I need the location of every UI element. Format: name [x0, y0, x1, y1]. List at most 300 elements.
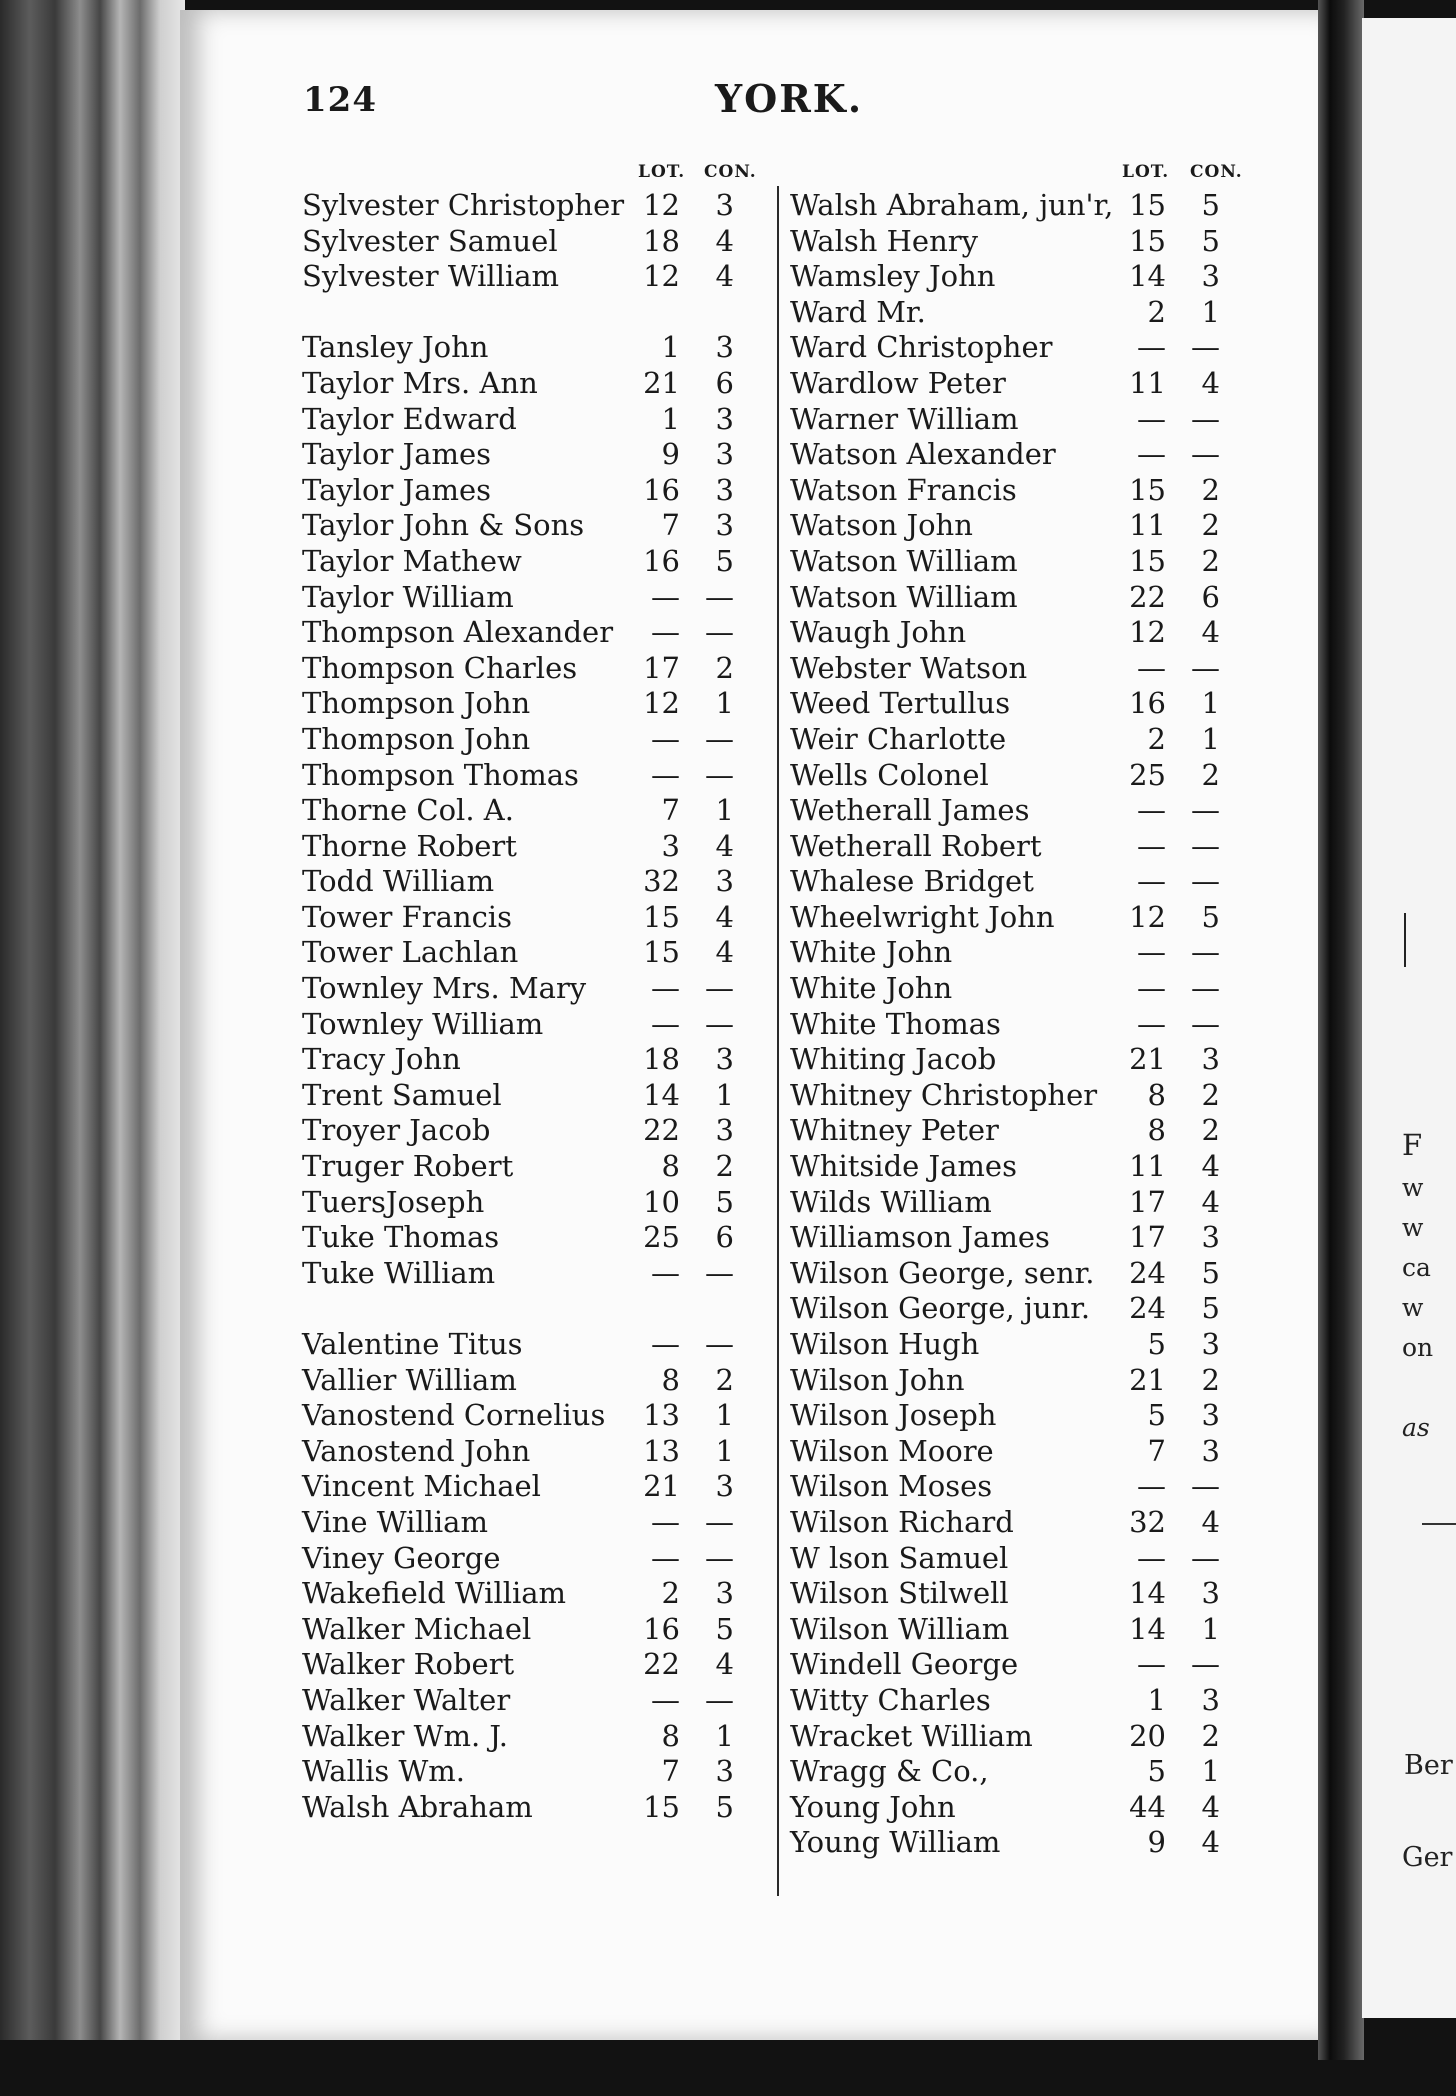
entry-name: Ward Christopher: [790, 330, 1053, 365]
lot-number: 15: [643, 935, 680, 970]
lot-number: 9: [1147, 1825, 1166, 1860]
entry-name: Viney George: [302, 1540, 501, 1575]
entry-name: Tower Lachlan: [302, 935, 519, 970]
entry-name: Sylvester William: [302, 259, 560, 294]
concession-number: 5: [1201, 188, 1220, 222]
concession-number: 4: [1201, 1504, 1220, 1539]
lot-number: —: [1137, 401, 1166, 436]
facing-page-fragment: Ger: [1402, 1842, 1453, 1873]
directory-entry: [788, 758, 1268, 794]
directory-entry: [300, 1790, 770, 1826]
entry-name: Watson Francis: [790, 472, 1017, 507]
concession-number: 3: [715, 188, 734, 222]
concession-number: 3: [1201, 1042, 1220, 1077]
lot-number: 9: [661, 437, 680, 472]
directory-entry: [788, 580, 1268, 616]
entry-name: Wragg & Co.,: [790, 1754, 989, 1789]
lot-number: —: [1137, 1540, 1166, 1575]
lot-number: 16: [643, 543, 680, 578]
concession-number: 6: [1201, 579, 1220, 614]
directory-entry: [300, 473, 770, 509]
entry-name: Thompson John: [302, 721, 531, 756]
entry-name: Walker Walter: [302, 1682, 511, 1717]
concession-number: —: [1191, 864, 1220, 899]
concession-number: —: [1191, 1647, 1220, 1682]
concession-number: 3: [715, 864, 734, 899]
concession-number: —: [705, 1682, 734, 1717]
directory-entry: [300, 1220, 770, 1256]
concession-number: 3: [1201, 1327, 1220, 1361]
lot-header: LOT.: [1122, 162, 1170, 182]
directory-entry: [300, 686, 770, 722]
concession-number: 3: [1201, 1433, 1220, 1468]
lot-number: 11: [1129, 508, 1166, 543]
lot-number: 12: [643, 686, 680, 721]
lot-number: 22: [643, 1647, 680, 1682]
directory-entry: [300, 1113, 770, 1149]
entry-name: Taylor William: [302, 579, 514, 614]
concession-number: 2: [1201, 757, 1220, 792]
directory-entry: [300, 1576, 770, 1612]
directory-entry: [788, 1256, 1268, 1292]
lot-number: 32: [1129, 1504, 1166, 1539]
directory-entry: [788, 1469, 1268, 1505]
entry-name: Tuke William: [302, 1255, 496, 1290]
entry-name: Wardlow Peter: [790, 365, 1006, 400]
entry-name: Wilson John: [790, 1362, 965, 1397]
concession-number: 3: [1201, 1682, 1220, 1717]
directory-entry: [788, 1363, 1268, 1399]
entry-name: Waugh John: [790, 615, 967, 650]
concession-number: 5: [715, 1789, 734, 1824]
concession-number: 3: [715, 437, 734, 472]
lot-number: —: [651, 1327, 680, 1361]
entry-name: Thompson John: [302, 686, 531, 721]
concession-number: 1: [715, 1398, 734, 1433]
lot-number: 7: [661, 793, 680, 828]
lot-number: 7: [1147, 1433, 1166, 1468]
entry-name: Wracket William: [790, 1718, 1033, 1753]
lot-number: 24: [1129, 1255, 1166, 1290]
entry-name: Tuke Thomas: [302, 1220, 500, 1255]
directory-entry: [300, 508, 770, 544]
directory-entry: [300, 1505, 770, 1541]
concession-number: 2: [1201, 472, 1220, 507]
concession-number: 1: [1201, 1611, 1220, 1646]
lot-number: 21: [1129, 1362, 1166, 1397]
concession-number: —: [705, 1006, 734, 1041]
entry-name: Walker Robert: [302, 1647, 515, 1682]
directory-entry: [788, 1790, 1268, 1826]
lot-number: 8: [661, 1718, 680, 1753]
column-header: [300, 160, 770, 188]
concession-number: —: [1191, 650, 1220, 685]
directory-entry: [300, 1754, 770, 1790]
concession-number: 3: [715, 1576, 734, 1611]
lot-number: —: [1137, 1469, 1166, 1504]
directory-entry: [300, 1398, 770, 1434]
concession-number: 1: [1201, 721, 1220, 756]
directory-entry: [300, 1647, 770, 1683]
directory-entry: [788, 1541, 1268, 1577]
lot-number: 11: [1129, 365, 1166, 400]
directory-entry: [788, 722, 1268, 758]
directory-entry: [300, 615, 770, 651]
entry-name: Valentine Titus: [302, 1327, 523, 1361]
entry-name: Weir Charlotte: [790, 721, 1007, 756]
directory-entry: [300, 224, 770, 260]
directory-entry: [788, 1505, 1268, 1541]
lot-number: —: [651, 579, 680, 614]
concession-number: 5: [1201, 223, 1220, 258]
directory-entry: [788, 935, 1268, 971]
entry-name: White John: [790, 935, 953, 970]
directory-entry: [788, 402, 1268, 438]
directory-entry: [788, 473, 1268, 509]
column-divider: [777, 186, 779, 1896]
concession-number: —: [705, 1504, 734, 1539]
directory-entry: [300, 1078, 770, 1114]
concession-number: —: [1191, 330, 1220, 365]
concession-number: 4: [1201, 1184, 1220, 1219]
entry-name: Watson William: [790, 579, 1018, 614]
page-number: 124: [303, 80, 377, 120]
lot-number: 21: [643, 1469, 680, 1504]
lot-number: 12: [643, 188, 680, 222]
lot-number: —: [1137, 828, 1166, 863]
facing-page-fragment: Ber: [1404, 1750, 1453, 1781]
directory-entry: [788, 971, 1268, 1007]
lot-number: 12: [1129, 615, 1166, 650]
concession-number: —: [705, 1255, 734, 1290]
lot-number: 10: [643, 1184, 680, 1219]
lot-number: 1: [661, 401, 680, 436]
directory-entry: [788, 1042, 1268, 1078]
concession-number: 5: [715, 543, 734, 578]
lot-number: 8: [661, 1362, 680, 1397]
lot-number: 2: [1147, 721, 1166, 756]
directory-entry: [788, 1754, 1268, 1790]
entry-name: Taylor Mrs. Ann: [302, 365, 538, 400]
entry-name: Todd William: [302, 864, 495, 899]
lot-number: 8: [661, 1149, 680, 1184]
concession-number: —: [1191, 1540, 1220, 1575]
directory-entry: [788, 1220, 1268, 1256]
directory-entry: [788, 864, 1268, 900]
lot-number: 18: [643, 1042, 680, 1077]
entry-name: Thompson Charles: [302, 650, 578, 685]
directory-entry: [300, 1469, 770, 1505]
concession-number: 1: [1201, 294, 1220, 329]
entry-name: Vallier William: [302, 1362, 517, 1397]
lot-number: 7: [661, 1754, 680, 1789]
entry-name: Taylor John & Sons: [302, 508, 585, 543]
con-header: CON.: [704, 162, 757, 182]
concession-number: —: [705, 757, 734, 792]
entry-name: Walsh Abraham: [302, 1789, 533, 1824]
entry-name: Wilson Stilwell: [790, 1576, 1009, 1611]
directory-entry: [300, 793, 770, 829]
directory-entry: [300, 651, 770, 687]
lot-number: 12: [1129, 899, 1166, 934]
lot-number: 1: [1147, 1682, 1166, 1717]
concession-number: 1: [1201, 1754, 1220, 1789]
entry-name: Taylor James: [302, 472, 492, 507]
entry-name: Trent Samuel: [302, 1077, 502, 1112]
facing-page-fragment: on: [1402, 1333, 1434, 1362]
lot-number: 17: [1129, 1220, 1166, 1255]
concession-number: 3: [1201, 1220, 1220, 1255]
entry-name: White John: [790, 971, 953, 1006]
directory-entry: [788, 330, 1268, 366]
concession-number: —: [705, 721, 734, 756]
directory-entry: [300, 1363, 770, 1399]
entry-name: Wilson Joseph: [790, 1398, 997, 1433]
concession-number: —: [1191, 793, 1220, 828]
lot-number: 15: [1129, 543, 1166, 578]
directory-entry: [300, 580, 770, 616]
entry-name: Vine William: [302, 1504, 488, 1539]
concession-number: 2: [1201, 1077, 1220, 1112]
directory-entry: [300, 330, 770, 366]
column-header: [788, 160, 1268, 188]
directory-entry: [300, 402, 770, 438]
directory-entry: [788, 259, 1268, 295]
concession-number: 3: [715, 401, 734, 436]
entry-name: Townley Mrs. Mary: [302, 971, 587, 1006]
concession-number: 1: [715, 1077, 734, 1112]
directory-entry: [300, 829, 770, 865]
lot-number: 25: [643, 1220, 680, 1255]
entry-name: Taylor Edward: [302, 401, 517, 436]
concession-number: 2: [715, 1149, 734, 1184]
lot-number: 21: [1129, 1042, 1166, 1077]
directory-entry: [300, 437, 770, 473]
page-gutter: [1318, 0, 1364, 2060]
directory-entry: [788, 188, 1268, 224]
lot-number: 13: [643, 1433, 680, 1468]
concession-number: —: [1191, 935, 1220, 970]
concession-number: —: [1191, 828, 1220, 863]
directory-entry: [300, 366, 770, 402]
entry-name: Taylor Mathew: [302, 543, 522, 578]
lot-number: 17: [1129, 1184, 1166, 1219]
facing-page-fragment: w: [1402, 1213, 1424, 1242]
directory-entry: [300, 1434, 770, 1470]
entry-name: Sylvester Samuel: [302, 223, 558, 258]
concession-number: 2: [1201, 1113, 1220, 1148]
entry-name: Wetherall Robert: [790, 828, 1042, 863]
lot-number: 11: [1129, 1149, 1166, 1184]
lot-number: 18: [643, 223, 680, 258]
lot-number: 14: [1129, 259, 1166, 294]
concession-number: 2: [1201, 508, 1220, 543]
concession-number: 5: [715, 1184, 734, 1219]
concession-number: 1: [715, 686, 734, 721]
entry-name: Wilson Hugh: [790, 1327, 980, 1361]
directory-entry: [788, 829, 1268, 865]
concession-number: 3: [715, 1113, 734, 1148]
directory-entry: [788, 793, 1268, 829]
concession-number: 4: [715, 223, 734, 258]
directory-entry: [788, 1825, 1268, 1861]
directory-entry: [788, 1576, 1268, 1612]
facing-page-fragment: ca: [1402, 1253, 1431, 1282]
directory-entry: [300, 758, 770, 794]
lot-number: 2: [1147, 294, 1166, 329]
concession-number: —: [1191, 401, 1220, 436]
concession-number: 1: [715, 793, 734, 828]
entry-name: Wells Colonel: [790, 757, 989, 792]
lot-number: 16: [1129, 686, 1166, 721]
lot-number: 5: [1147, 1754, 1166, 1789]
directory-entry: [788, 900, 1268, 936]
entry-name: Wilson George, junr.: [790, 1291, 1091, 1326]
section-gap: [300, 295, 770, 331]
lot-number: —: [651, 721, 680, 756]
entry-name: Walker Michael: [302, 1611, 532, 1646]
entry-name: Wetherall James: [790, 793, 1030, 828]
entry-name: Thompson Alexander: [302, 615, 614, 650]
concession-number: —: [705, 615, 734, 650]
entry-name: Wakefield William: [302, 1576, 567, 1611]
concession-number: 4: [715, 899, 734, 934]
entry-name: Whitney Peter: [790, 1113, 999, 1148]
page-header: [303, 76, 864, 130]
directory-entry: [788, 615, 1268, 651]
directory-entry: [300, 188, 770, 224]
entry-name: Walsh Abraham, jun'r,: [790, 188, 1114, 222]
entry-name: Thorne Col. A.: [302, 793, 514, 828]
directory-entry: [300, 1541, 770, 1577]
lot-number: 17: [643, 650, 680, 685]
entry-name: Whalese Bridget: [790, 864, 1034, 899]
entry-name: Walker Wm. J.: [302, 1718, 509, 1753]
lot-number: 14: [1129, 1611, 1166, 1646]
directory-entry: [788, 651, 1268, 687]
lot-header: LOT.: [638, 162, 686, 182]
directory-entry: [300, 1007, 770, 1043]
concession-number: 3: [1201, 1576, 1220, 1611]
concession-number: 5: [1201, 899, 1220, 934]
entry-name: Sylvester Christopher: [302, 188, 625, 222]
concession-number: 3: [715, 472, 734, 507]
entry-name: Wheelwright John: [790, 899, 1055, 934]
lot-number: —: [1137, 793, 1166, 828]
directory-entry: [300, 1256, 770, 1292]
entry-name: Wallis Wm.: [302, 1754, 466, 1789]
concession-number: 3: [715, 1042, 734, 1077]
entry-name: Weed Tertullus: [790, 686, 1011, 721]
lot-number: —: [1137, 1647, 1166, 1682]
lot-number: —: [651, 1682, 680, 1717]
directory-entry: [788, 224, 1268, 260]
lot-number: 24: [1129, 1291, 1166, 1326]
directory-entry: [788, 1149, 1268, 1185]
entry-name: Whiting Jacob: [790, 1042, 997, 1077]
lot-number: 16: [643, 472, 680, 507]
directory-entry: [788, 1398, 1268, 1434]
entry-name: Vanostend Cornelius: [302, 1398, 606, 1433]
lot-number: —: [1137, 437, 1166, 472]
directory-entry: [300, 1185, 770, 1221]
entry-name: Troyer Jacob: [302, 1113, 491, 1148]
directory-entry: [300, 864, 770, 900]
directory-entry: [788, 1327, 1268, 1363]
concession-number: 4: [715, 828, 734, 863]
facing-page-fragment: as: [1402, 1413, 1430, 1442]
concession-number: 3: [715, 508, 734, 543]
directory-entry: [788, 1647, 1268, 1683]
lot-number: 7: [661, 508, 680, 543]
lot-number: 3: [661, 828, 680, 863]
concession-number: —: [1191, 1006, 1220, 1041]
lot-number: —: [651, 1540, 680, 1575]
entry-name: TuersJoseph: [302, 1184, 485, 1219]
directory-entry: [788, 1719, 1268, 1755]
entry-name: Young John: [790, 1789, 956, 1824]
entry-name: Taylor James: [302, 437, 492, 472]
concession-number: 3: [715, 1754, 734, 1789]
lot-number: —: [1137, 650, 1166, 685]
directory-entry: [788, 544, 1268, 580]
entry-name: Thompson Thomas: [302, 757, 579, 792]
concession-number: 4: [1201, 1149, 1220, 1184]
lot-number: 1: [661, 330, 680, 365]
entry-name: Wilson William: [790, 1611, 1010, 1646]
entry-name: Wilson Moore: [790, 1433, 994, 1468]
directory-entry: [300, 900, 770, 936]
lot-number: 13: [643, 1398, 680, 1433]
lot-number: 8: [1147, 1113, 1166, 1148]
entry-name: Wilson George, senr.: [790, 1255, 1095, 1290]
concession-number: 3: [1201, 1398, 1220, 1433]
lot-number: —: [1137, 935, 1166, 970]
concession-number: 3: [715, 330, 734, 365]
lot-number: —: [651, 1504, 680, 1539]
concession-number: 2: [1201, 1718, 1220, 1753]
entry-name: Townley William: [302, 1006, 544, 1041]
facing-page-rule: [1422, 1523, 1456, 1525]
lot-number: —: [651, 615, 680, 650]
lot-number: 15: [643, 1789, 680, 1824]
directory-entry: [788, 508, 1268, 544]
concession-number: 3: [715, 1469, 734, 1504]
entry-name: Williamson James: [790, 1220, 1050, 1255]
entry-name: Truger Robert: [302, 1149, 514, 1184]
directory-entry: [300, 1042, 770, 1078]
concession-number: 1: [1201, 686, 1220, 721]
directory-entry: [788, 686, 1268, 722]
concession-number: 5: [1201, 1255, 1220, 1290]
concession-number: 6: [715, 365, 734, 400]
concession-number: 4: [1201, 1825, 1220, 1860]
book-spine-binding: [0, 0, 185, 2040]
directory-entry: [300, 544, 770, 580]
directory-entry: [788, 1434, 1268, 1470]
entry-name: Young William: [790, 1825, 1001, 1860]
directory-entry: [788, 1007, 1268, 1043]
concession-number: 2: [1201, 543, 1220, 578]
directory-entry: [300, 1612, 770, 1648]
lot-number: 15: [1129, 472, 1166, 507]
concession-number: 4: [715, 1647, 734, 1682]
concession-number: 2: [715, 1362, 734, 1397]
concession-number: 4: [715, 259, 734, 294]
entry-name: Tansley John: [302, 330, 489, 365]
lot-number: 21: [643, 365, 680, 400]
directory-entry: [300, 971, 770, 1007]
